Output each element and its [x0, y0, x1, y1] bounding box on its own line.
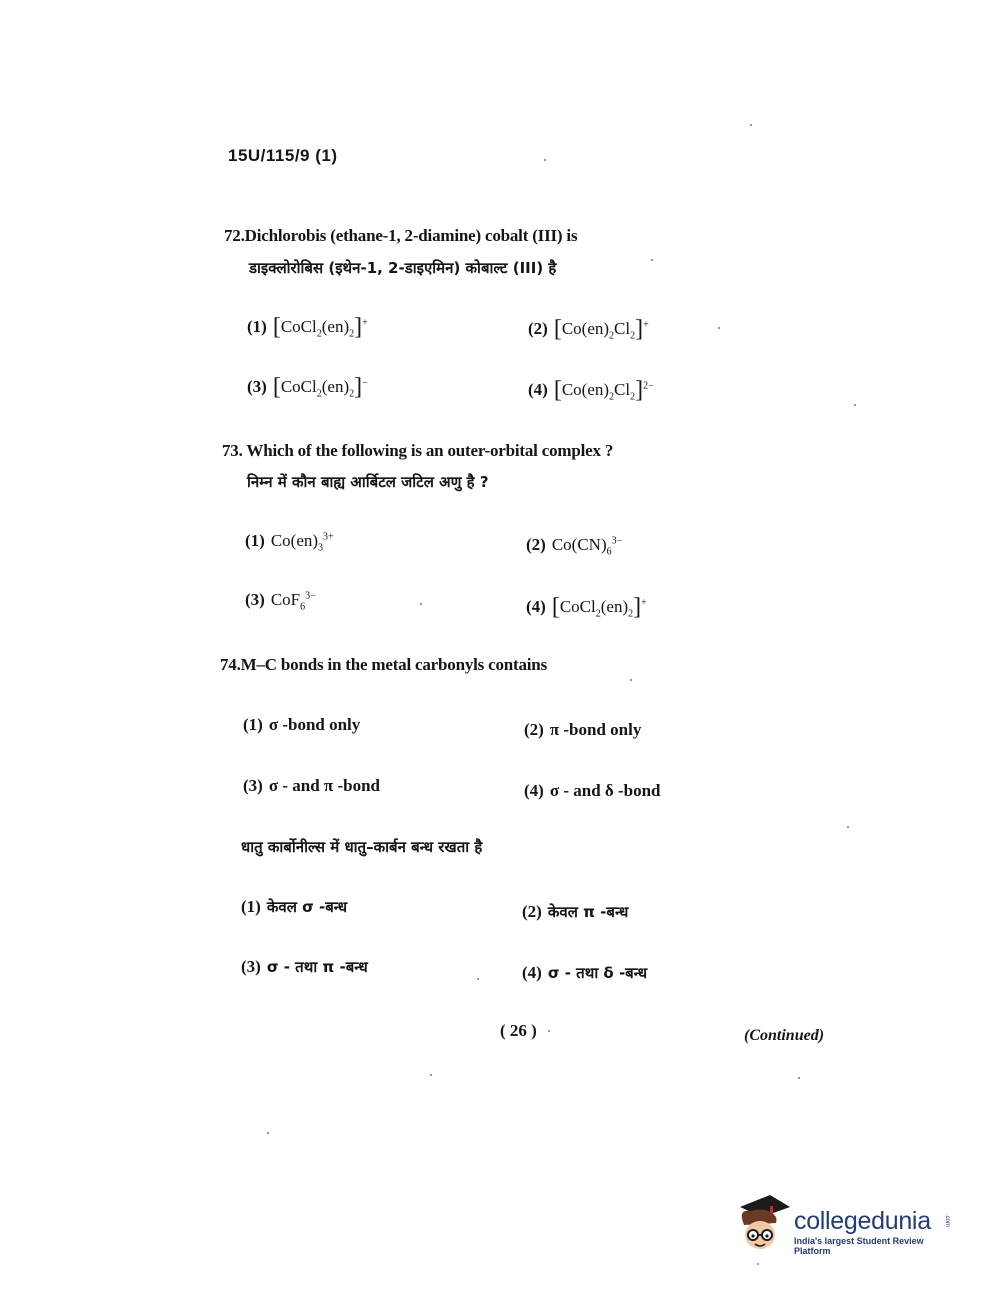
q72-text-en — [224, 226, 577, 246]
option-number: (2) — [522, 902, 542, 921]
scan-speck — [630, 679, 632, 681]
option-number: (3) — [245, 590, 265, 609]
continued-label: (Continued) — [744, 1027, 825, 1044]
option-number: (1) — [243, 715, 263, 734]
q73-option-4: (4) $[CoCl_2(en)_2]^+$ — [526, 594, 647, 620]
q74-option-1 — [243, 715, 360, 735]
option-number: (3) — [243, 776, 263, 795]
paper-code: 15U/115/9 (1) — [228, 146, 338, 165]
q73-text-hi: निम्न में कौन बाह्य आर्बिटल जटिल अणु है ? — [247, 473, 489, 491]
scan-speck — [854, 404, 856, 406]
scan-speck — [718, 327, 720, 329]
q74-option-2 — [524, 720, 641, 740]
option-text: σ - तथा π -बन्ध — [266, 958, 368, 976]
scan-speck — [847, 826, 849, 828]
q74-hi-option-3 — [241, 957, 368, 977]
q72-option-1: (1) $[CoCl_2(en)_2]^+$ — [247, 314, 368, 340]
q73-option-1: (1) $Co(en)_3^{3+}$ — [245, 531, 334, 554]
scan-speck — [420, 603, 422, 605]
option-number: (4) — [522, 963, 542, 982]
option-text: π -bond only — [549, 720, 642, 739]
scan-speck — [544, 159, 546, 161]
option-text: σ -bond only — [268, 715, 361, 734]
q72-option-3: (3) $[CoCl_2(en)_2]^-$ — [247, 374, 368, 400]
logo-tagline: India's largest Student Review Platform — [794, 1236, 924, 1256]
q72-option-2: (2) $[Co(en)_2Cl_2]^+$ — [528, 316, 649, 342]
q72-number: 72. — [224, 226, 245, 245]
option-number: (4) — [524, 781, 544, 800]
q74-text-en — [220, 655, 547, 675]
q73-text-en — [222, 441, 613, 461]
q72-text-hi: डाइक्लोरोबिस (इथेन-1, 2-डाइएमिन) कोबाल्ट (III) है — [249, 259, 557, 277]
scan-speck — [477, 978, 479, 980]
option-text: σ - and δ -bond — [549, 781, 661, 800]
option-text: σ - तथा δ -बन्ध — [547, 964, 648, 982]
scan-speck — [798, 1077, 800, 1079]
q73-stem: Which of the following is an outer-orbital complex ? — [246, 441, 614, 460]
scan-speck — [548, 1030, 550, 1032]
scan-speck — [757, 1263, 759, 1265]
q74-hi-option-2 — [522, 902, 628, 922]
collegedunia-logo[interactable] — [732, 1193, 962, 1255]
option-number: (4) — [526, 597, 546, 616]
option-number: (2) — [524, 720, 544, 739]
option-text: केवल π -बन्ध — [547, 903, 629, 921]
option-number: (2) — [528, 319, 548, 338]
option-text: σ - and π -bond — [268, 776, 380, 795]
q74-hi-option-1 — [241, 897, 347, 917]
q73-option-2: (2) $Co(CN)_6^{3-}$ — [526, 535, 623, 558]
scan-speck — [430, 1074, 432, 1076]
scan-speck — [750, 124, 752, 126]
q72-stem: Dichlorobis (ethane-1, 2-diamine) cobalt (III) is — [244, 226, 578, 245]
q74-option-4 — [524, 781, 661, 801]
scan-speck — [651, 259, 653, 261]
q74-stem: M–C bonds in the metal carbonyls contains — [240, 655, 547, 674]
scan-speck — [267, 1132, 269, 1134]
option-number: (1) — [241, 897, 261, 916]
option-number: (3) — [247, 377, 267, 396]
option-number: (1) — [247, 317, 267, 336]
q73-option-3: (3) CoF$_6^{3-}$ — [245, 590, 316, 613]
option-number: (4) — [528, 380, 548, 399]
q72-option-4: (4) $[Co(en)_2Cl_2]^{2-}$ — [528, 377, 654, 403]
q74-option-3 — [243, 776, 380, 796]
mascot-icon — [732, 1193, 792, 1255]
q74-text-hi: धातु कार्बोनील्स में धातु–कार्बन बन्ध रखता है — [241, 838, 483, 856]
option-number: (2) — [526, 535, 546, 554]
option-number: (3) — [241, 957, 261, 976]
q74-number: 74. — [220, 655, 241, 674]
page-number: ( 26 ) — [500, 1021, 537, 1040]
logo-brand-text: collegedunia — [794, 1207, 931, 1235]
q74-hi-option-4 — [522, 963, 647, 983]
q73-number: 73. — [222, 441, 243, 460]
option-number: (1) — [245, 531, 265, 550]
logo-com-suffix: .com — [944, 1214, 950, 1228]
option-text: केवल σ -बन्ध — [266, 898, 348, 916]
